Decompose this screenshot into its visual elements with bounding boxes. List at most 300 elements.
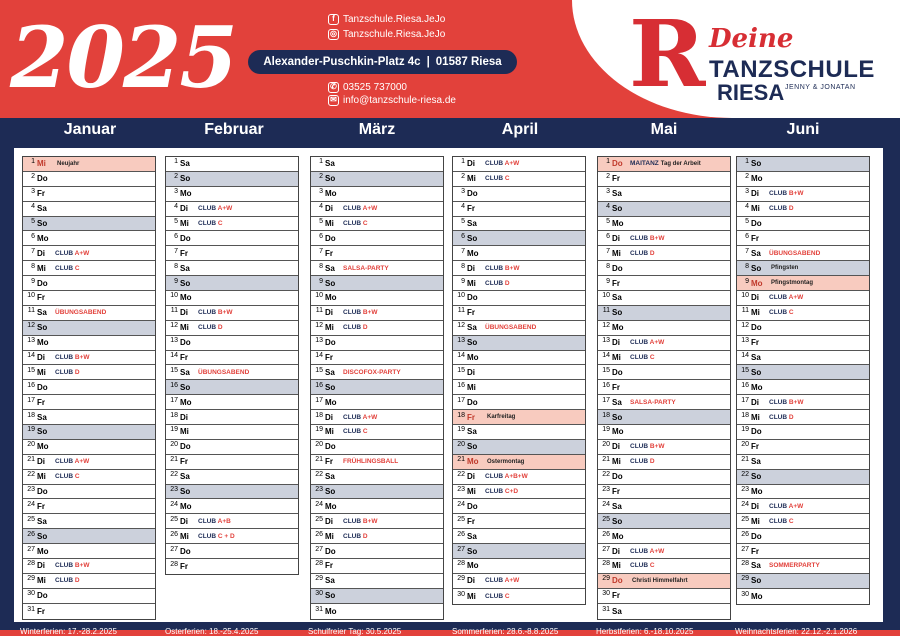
event-group: C xyxy=(74,473,80,481)
day-number: 16 xyxy=(27,381,35,389)
day-number: 2 xyxy=(31,173,35,181)
day-number: 3 xyxy=(745,188,749,196)
weekday: Fr xyxy=(37,397,45,407)
event-group: A+W xyxy=(362,413,378,421)
day-row[interactable] xyxy=(453,187,585,202)
day-row[interactable] xyxy=(311,246,443,261)
weekday: So xyxy=(180,174,191,184)
day-row[interactable] xyxy=(23,351,155,366)
day-row[interactable] xyxy=(598,157,730,172)
day-row[interactable] xyxy=(311,425,443,440)
day-row[interactable] xyxy=(737,485,869,500)
day-row[interactable] xyxy=(311,291,443,306)
weekday: Mi xyxy=(37,263,46,273)
day-row[interactable] xyxy=(453,589,585,604)
day-row[interactable] xyxy=(23,261,155,276)
month-name: Mai xyxy=(650,121,678,138)
event-text: CLUB xyxy=(630,339,650,347)
event-group: C xyxy=(649,354,655,362)
day-row[interactable] xyxy=(737,410,869,425)
day-row[interactable] xyxy=(23,425,155,440)
day-number: 17 xyxy=(457,396,465,404)
day-row[interactable] xyxy=(453,425,585,440)
day-row[interactable] xyxy=(311,410,443,425)
day-row[interactable] xyxy=(737,574,869,589)
day-row[interactable] xyxy=(23,202,155,217)
day-row[interactable] xyxy=(598,231,730,246)
event-group: B+W xyxy=(788,398,804,406)
weekday: Mo xyxy=(467,457,479,467)
event-text: CLUB xyxy=(485,488,505,496)
day-row[interactable] xyxy=(598,499,730,514)
weekday: So xyxy=(37,219,48,228)
day-row[interactable] xyxy=(598,544,730,559)
day-row[interactable] xyxy=(23,574,155,589)
day-row[interactable] xyxy=(166,499,298,514)
day-row[interactable] xyxy=(166,261,298,276)
day-row[interactable] xyxy=(23,395,155,410)
day-row[interactable] xyxy=(23,485,155,500)
event-label xyxy=(485,160,519,167)
day-row[interactable] xyxy=(737,321,869,336)
day-row[interactable] xyxy=(166,157,298,172)
event-group: D xyxy=(362,532,368,540)
day-row[interactable] xyxy=(737,231,869,246)
day-row[interactable] xyxy=(311,589,443,604)
day-row[interactable] xyxy=(311,261,443,276)
day-row[interactable] xyxy=(453,440,585,455)
special-event: ÜBUNGSABEND xyxy=(55,309,107,317)
address-divider: | xyxy=(426,56,430,68)
day-row[interactable] xyxy=(166,321,298,336)
month-name: Juni xyxy=(786,121,820,138)
day-row[interactable] xyxy=(598,455,730,470)
event-group: C + D xyxy=(217,532,235,540)
weekday: Mo xyxy=(325,293,337,303)
day-row[interactable] xyxy=(311,455,443,470)
day-row[interactable] xyxy=(23,246,155,261)
day-row[interactable] xyxy=(453,321,585,336)
day-row[interactable] xyxy=(453,470,585,485)
day-row[interactable] xyxy=(166,351,298,366)
day-number: 23 xyxy=(27,486,35,494)
day-row[interactable] xyxy=(166,172,298,187)
day-row[interactable] xyxy=(166,485,298,500)
day-row[interactable] xyxy=(453,485,585,500)
weekday: Di xyxy=(467,472,475,482)
day-row[interactable] xyxy=(311,321,443,336)
event-label xyxy=(55,354,89,361)
day-row[interactable] xyxy=(737,440,869,455)
day-row[interactable] xyxy=(166,559,298,574)
weekday: Mo xyxy=(37,338,49,348)
special-event: FRÜHLINGSBALL xyxy=(343,458,399,466)
event-text: CLUB xyxy=(485,160,505,168)
day-row[interactable] xyxy=(737,365,869,380)
weekday: Di xyxy=(612,338,620,348)
event-group: C xyxy=(217,220,223,227)
day-row[interactable] xyxy=(166,425,298,440)
special-event: ÜBUNGSABEND xyxy=(198,368,250,376)
day-row[interactable] xyxy=(598,425,730,440)
holiday-name: Pfingsten xyxy=(771,265,799,272)
day-row[interactable] xyxy=(311,470,443,485)
day-row[interactable] xyxy=(598,202,730,217)
event-group: A+B+W xyxy=(504,473,528,481)
day-row[interactable] xyxy=(311,380,443,395)
event-group: C xyxy=(788,517,794,525)
day-row[interactable] xyxy=(737,380,869,395)
day-row[interactable] xyxy=(166,529,298,544)
weekday: Di xyxy=(325,412,333,422)
day-row[interactable] xyxy=(598,321,730,336)
event-label xyxy=(769,399,803,406)
day-row[interactable] xyxy=(23,470,155,485)
day-row[interactable] xyxy=(311,514,443,529)
day-row[interactable] xyxy=(453,529,585,544)
day-row[interactable] xyxy=(23,187,155,202)
phone-icon: ✆ xyxy=(328,82,339,93)
day-row[interactable] xyxy=(598,589,730,604)
day-number: 19 xyxy=(170,426,178,434)
day-row[interactable] xyxy=(453,157,585,172)
day-row[interactable] xyxy=(23,559,155,574)
day-row[interactable] xyxy=(166,544,298,559)
day-row[interactable] xyxy=(737,202,869,217)
day-row[interactable] xyxy=(311,336,443,351)
day-row[interactable] xyxy=(23,455,155,470)
day-row[interactable] xyxy=(598,395,730,410)
day-number: 19 xyxy=(27,426,35,434)
day-row[interactable] xyxy=(166,514,298,529)
day-row[interactable] xyxy=(453,351,585,366)
day-row[interactable] xyxy=(166,231,298,246)
weekday: Sa xyxy=(37,308,47,318)
day-row[interactable] xyxy=(311,276,443,291)
weekday: Do xyxy=(612,367,623,377)
day-number: 13 xyxy=(315,337,323,345)
day-row[interactable] xyxy=(737,499,869,514)
day-row[interactable] xyxy=(23,589,155,604)
day-row[interactable] xyxy=(598,246,730,261)
day-row[interactable] xyxy=(311,499,443,514)
weekday: Do xyxy=(751,323,762,333)
event-label xyxy=(55,473,80,480)
day-row[interactable] xyxy=(311,544,443,559)
day-row[interactable] xyxy=(598,187,730,202)
weekday: Di xyxy=(37,457,45,467)
day-row[interactable] xyxy=(166,336,298,351)
event-text: CLUB xyxy=(630,547,650,555)
day-row[interactable] xyxy=(311,306,443,321)
weekday: Mi xyxy=(180,427,189,437)
day-number: 14 xyxy=(741,352,749,360)
event-text: CLUB xyxy=(198,205,218,213)
weekday: Mi xyxy=(467,382,476,392)
day-row[interactable] xyxy=(598,380,730,395)
day-row[interactable] xyxy=(453,231,585,246)
day-row[interactable] xyxy=(23,172,155,187)
weekday: So xyxy=(467,338,478,348)
day-number: 30 xyxy=(27,590,35,598)
day-row[interactable] xyxy=(737,455,869,470)
day-row[interactable] xyxy=(23,499,155,514)
day-row[interactable] xyxy=(311,202,443,217)
day-row[interactable] xyxy=(311,440,443,455)
day-row[interactable] xyxy=(23,306,155,321)
day-row[interactable] xyxy=(23,157,155,172)
day-row[interactable] xyxy=(737,470,869,485)
day-row[interactable] xyxy=(598,306,730,321)
weekday: Sa xyxy=(37,516,47,526)
phone-link[interactable] xyxy=(328,82,407,93)
day-row[interactable] xyxy=(737,395,869,410)
day-row[interactable] xyxy=(23,231,155,246)
event-label xyxy=(198,220,223,227)
day-row[interactable] xyxy=(453,217,585,232)
weekday: Mo xyxy=(325,189,337,199)
day-row[interactable] xyxy=(23,604,155,619)
day-row[interactable] xyxy=(311,559,443,574)
day-number: 4 xyxy=(461,203,465,211)
day-row[interactable] xyxy=(166,217,298,232)
day-row[interactable] xyxy=(23,380,155,395)
school-holiday-note: Herbstferien: 6.-18.10.2025 xyxy=(596,627,694,636)
day-row[interactable] xyxy=(311,351,443,366)
day-row[interactable] xyxy=(166,202,298,217)
event-label xyxy=(630,250,655,257)
facebook-icon: f xyxy=(328,14,339,25)
event-label xyxy=(630,235,664,242)
day-row[interactable] xyxy=(737,425,869,440)
day-row[interactable] xyxy=(453,544,585,559)
day-row[interactable] xyxy=(598,470,730,485)
day-row[interactable] xyxy=(453,336,585,351)
day-number: 13 xyxy=(741,337,749,345)
day-number: 11 xyxy=(315,307,323,315)
weekday: So xyxy=(612,516,623,526)
day-row[interactable] xyxy=(166,187,298,202)
day-row[interactable] xyxy=(23,336,155,351)
day-row[interactable] xyxy=(737,157,869,172)
day-row[interactable] xyxy=(453,395,585,410)
day-row[interactable] xyxy=(311,365,443,380)
day-number: 12 xyxy=(27,322,35,330)
weekday: Mi xyxy=(612,248,621,258)
day-number: 9 xyxy=(745,277,749,285)
day-row[interactable] xyxy=(166,365,298,380)
weekday: Mi xyxy=(180,219,189,228)
weekday: Mi xyxy=(325,219,334,228)
day-row[interactable] xyxy=(598,336,730,351)
day-row[interactable] xyxy=(166,380,298,395)
day-number: 15 xyxy=(315,366,323,374)
day-row[interactable] xyxy=(737,246,869,261)
day-row[interactable] xyxy=(453,261,585,276)
day-row[interactable] xyxy=(166,246,298,261)
day-number: 27 xyxy=(170,545,178,553)
day-row[interactable] xyxy=(737,529,869,544)
day-number: 15 xyxy=(170,366,178,374)
day-row[interactable] xyxy=(598,604,730,619)
day-number: 28 xyxy=(170,560,178,568)
day-row[interactable] xyxy=(737,544,869,559)
weekday: Fr xyxy=(180,353,188,363)
day-row[interactable] xyxy=(166,455,298,470)
event-label xyxy=(55,562,89,569)
day-row[interactable] xyxy=(737,351,869,366)
event-label xyxy=(55,369,80,376)
day-row[interactable] xyxy=(311,485,443,500)
day-number: 17 xyxy=(602,396,610,404)
day-row[interactable] xyxy=(453,455,585,470)
day-row[interactable] xyxy=(453,410,585,425)
day-row[interactable] xyxy=(598,291,730,306)
day-row[interactable] xyxy=(453,306,585,321)
day-row[interactable] xyxy=(166,276,298,291)
day-row[interactable] xyxy=(737,217,869,232)
day-row[interactable] xyxy=(737,589,869,604)
day-row[interactable] xyxy=(598,410,730,425)
day-row[interactable] xyxy=(737,276,869,291)
day-row[interactable] xyxy=(311,604,443,619)
day-number: 16 xyxy=(170,381,178,389)
day-number: 17 xyxy=(315,396,323,404)
event-label xyxy=(769,190,803,197)
event-text: CLUB xyxy=(198,309,218,317)
day-row[interactable] xyxy=(166,291,298,306)
weekday: Fr xyxy=(180,457,188,467)
day-row[interactable] xyxy=(311,217,443,232)
weekday: Di xyxy=(751,397,759,407)
day-row[interactable] xyxy=(453,276,585,291)
event-text: CLUB xyxy=(198,324,218,332)
day-row[interactable] xyxy=(737,336,869,351)
day-row[interactable] xyxy=(737,306,869,321)
weekday: Mo xyxy=(325,397,337,407)
day-row[interactable] xyxy=(453,380,585,395)
day-row[interactable] xyxy=(453,202,585,217)
weekday: Di xyxy=(325,204,333,214)
day-row[interactable] xyxy=(453,499,585,514)
day-row[interactable] xyxy=(598,574,730,589)
year-title: 2025 xyxy=(10,8,236,107)
day-row[interactable] xyxy=(453,514,585,529)
day-row[interactable] xyxy=(23,514,155,529)
day-row[interactable] xyxy=(598,559,730,574)
special-event: SALSA-PARTY xyxy=(343,264,389,272)
special-event: DISCOFOX-PARTY xyxy=(343,368,401,376)
day-row[interactable] xyxy=(166,395,298,410)
day-row[interactable] xyxy=(453,172,585,187)
weekday: Do xyxy=(467,293,478,303)
day-row[interactable] xyxy=(598,514,730,529)
day-row[interactable] xyxy=(311,157,443,172)
day-number: 3 xyxy=(319,188,323,196)
holiday-name: Pfingstmontag xyxy=(771,280,813,287)
day-row[interactable] xyxy=(598,351,730,366)
day-row[interactable] xyxy=(311,172,443,187)
day-number: 26 xyxy=(602,530,610,538)
day-row[interactable] xyxy=(166,440,298,455)
day-row[interactable] xyxy=(598,261,730,276)
event-label xyxy=(630,458,655,465)
weekday: Do xyxy=(325,233,336,243)
weekday: So xyxy=(37,323,48,333)
day-number: 25 xyxy=(170,515,178,523)
day-row[interactable] xyxy=(598,217,730,232)
day-row[interactable] xyxy=(598,529,730,544)
day-row[interactable] xyxy=(453,574,585,589)
logo-names: JENNY & JONATAN xyxy=(785,84,856,91)
day-row[interactable] xyxy=(598,485,730,500)
day-row[interactable] xyxy=(453,291,585,306)
instagram-link[interactable] xyxy=(328,29,445,40)
day-row[interactable] xyxy=(23,321,155,336)
month-column xyxy=(736,156,870,605)
event-text: CLUB xyxy=(198,517,218,525)
day-row[interactable] xyxy=(311,574,443,589)
day-row[interactable] xyxy=(23,291,155,306)
day-row[interactable] xyxy=(23,529,155,544)
weekday: Di xyxy=(467,367,475,377)
weekday: Mi xyxy=(180,531,189,541)
day-row[interactable] xyxy=(598,172,730,187)
day-row[interactable] xyxy=(23,365,155,380)
day-row[interactable] xyxy=(166,410,298,425)
event-text: CLUB xyxy=(343,205,363,213)
day-row[interactable] xyxy=(453,365,585,380)
day-row[interactable] xyxy=(311,231,443,246)
day-row[interactable] xyxy=(737,261,869,276)
day-row[interactable] xyxy=(166,306,298,321)
day-row[interactable] xyxy=(311,187,443,202)
day-row[interactable] xyxy=(598,276,730,291)
day-row[interactable] xyxy=(598,440,730,455)
event-text: CLUB xyxy=(769,502,789,510)
weekday: Sa xyxy=(180,472,190,482)
day-number: 28 xyxy=(27,560,35,568)
day-number: 23 xyxy=(170,486,178,494)
day-number: 25 xyxy=(602,515,610,523)
day-row[interactable] xyxy=(598,365,730,380)
day-row[interactable] xyxy=(23,410,155,425)
day-row[interactable] xyxy=(737,172,869,187)
day-row[interactable] xyxy=(311,395,443,410)
day-row[interactable] xyxy=(453,246,585,261)
day-number: 6 xyxy=(606,232,610,240)
day-row[interactable] xyxy=(737,187,869,202)
weekday: Do xyxy=(37,278,48,288)
event-label xyxy=(343,220,368,227)
weekday: Fr xyxy=(180,248,188,258)
day-row[interactable] xyxy=(23,544,155,559)
facebook-link[interactable] xyxy=(328,14,445,25)
weekday: Di xyxy=(612,442,620,452)
day-row[interactable] xyxy=(737,559,869,574)
day-row[interactable] xyxy=(737,291,869,306)
day-row[interactable] xyxy=(166,470,298,485)
day-number: 1 xyxy=(745,158,749,166)
day-row[interactable] xyxy=(453,559,585,574)
day-row[interactable] xyxy=(311,529,443,544)
email-link[interactable] xyxy=(328,95,456,106)
day-row[interactable] xyxy=(737,514,869,529)
day-number: 15 xyxy=(457,366,465,374)
day-row[interactable] xyxy=(23,440,155,455)
day-row[interactable] xyxy=(23,276,155,291)
day-row[interactable] xyxy=(23,217,155,232)
